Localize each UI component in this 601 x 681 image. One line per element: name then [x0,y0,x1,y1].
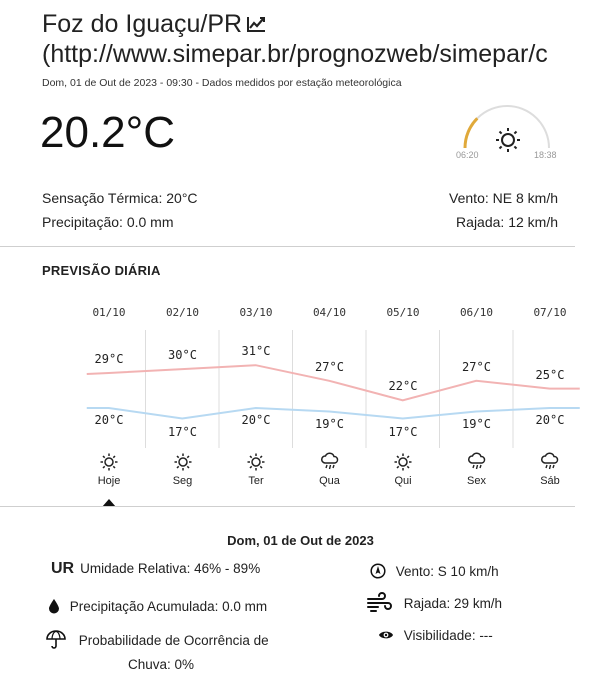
sun-arc-progress [465,118,477,148]
day-date: 07/10 [533,306,567,319]
raindrop-icon [46,598,62,617]
section-divider [0,246,575,247]
day-max-temp: 25°C [535,367,565,382]
day-name: Sáb [540,475,560,487]
day-min-temp: 17°C [168,425,197,439]
sunrise-time: 06:20 [456,150,479,160]
day-max-temp: 22°C [388,379,418,394]
day-date: 01/10 [92,306,126,319]
forecast-day-0[interactable] [72,296,146,496]
rain-cloud-icon [320,452,340,472]
umbrella-icon [45,630,67,653]
day-min-temp: 17°C [388,425,418,439]
day-name: Qua [319,475,340,487]
day-min-temp: 19°C [462,417,491,431]
day-date: 06/10 [459,306,494,319]
city-name: Foz do Iguaçu/PR [42,10,243,38]
observation-subtitle: Dom, 01 de Out de 2023 - 09:30 - Dados medidos por estação meteorológica [42,77,402,89]
day-date: 02/10 [165,306,200,319]
feels-like: Sensação Térmica: 20°C [42,190,198,206]
sun-icon [99,452,119,472]
day-min-temp: 20°C [94,413,124,427]
precipitation: Precipitação: 0.0 mm [42,214,174,230]
sun-icon [173,452,193,472]
rain-prob-text-1: Probabilidade de Ocorrência de [78,633,269,649]
day-max-temp: 31°C [241,344,271,359]
wind: Vento: NE 8 km/h [449,190,558,206]
forecast-day-6[interactable] [513,296,587,496]
sun-icon [393,452,413,472]
humidity-text: Umidade Relativa: 46% - 89% [80,561,261,576]
day-max-temp: 27°C [462,359,491,374]
day-name: Qui [394,475,412,487]
sun-icon [246,452,266,472]
day-min-temp: 20°C [535,413,565,427]
detail-wind-row [370,563,499,582]
forecast-day-3[interactable] [293,296,367,496]
detail-gust-text: Rajada: 29 km/h [403,596,503,612]
rain-prob-row [45,630,269,653]
day-date: 04/10 [312,306,347,319]
forecast-divider [0,506,575,507]
forecast-day-1[interactable] [146,296,220,496]
detail-wind-text: Vento: S 10 km/h [395,564,499,580]
day-max-temp: 30°C [168,348,197,363]
visibility-row [378,628,493,644]
day-name: Ter [248,475,264,487]
detail-gust-row [366,594,502,615]
day-max-temp: 29°C [94,352,124,366]
rain-cloud-icon [540,452,560,472]
visibility-text: Visibilidade: --- [403,628,493,643]
current-temperature: 20.2°C [40,108,176,157]
rain-cloud-icon [467,452,487,472]
wind-gust-icon [366,594,394,615]
daily-forecast [72,296,567,496]
day-name: Seg [172,475,193,487]
humidity-row [51,560,260,578]
rain-prob-text-2: Chuva: 0% [128,657,195,672]
detail-date: Dom, 01 de Out de 2023 [227,533,374,548]
forecast-title: PREVISÃO DIÁRIA [42,263,161,278]
precip-acc-text: Precipitação Acumulada: 0.0 mm [69,599,268,615]
forecast-day-2[interactable] [219,296,293,496]
humidity-icon: UR [51,560,75,577]
sunset-time: 18:38 [534,150,557,160]
forecast-day-4[interactable] [366,296,440,496]
day-name: Hoje [97,475,121,487]
day-min-temp: 20°C [241,413,271,427]
gust: Rajada: 12 km/h [456,214,558,230]
day-date: 03/10 [239,306,273,319]
eye-icon [378,629,394,644]
precip-acc-row [46,598,267,617]
day-min-temp: 19°C [315,417,344,431]
forecast-day-5[interactable] [440,296,514,496]
day-name: Sex [467,475,486,487]
compass-icon [370,563,386,582]
source-link[interactable]: (http://www.simepar.br/prognozweb/simepar/c [42,40,548,68]
city-title [42,10,266,40]
day-max-temp: 27°C [315,359,344,374]
trend-chart-icon[interactable] [246,11,266,40]
sun-icon [496,128,520,152]
day-date: 05/10 [386,306,420,319]
